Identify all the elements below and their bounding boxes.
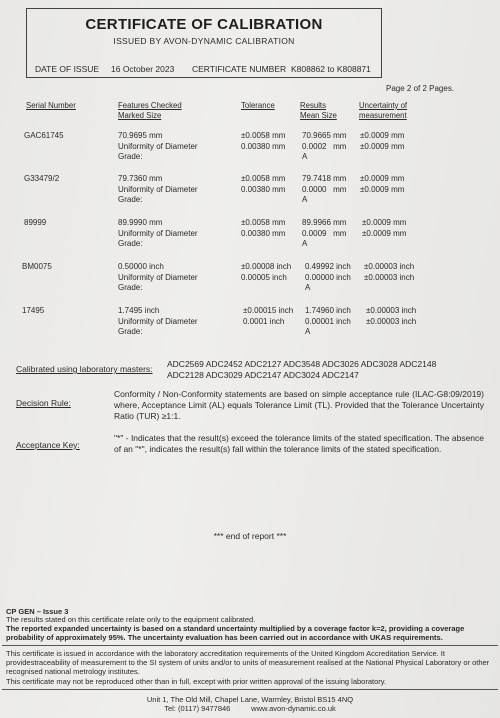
tolerance-cell: ±0.0058 mm 0.00380 mm — [241, 131, 286, 151]
results-cell: 89.9966 mm 0.0009 mm A — [302, 218, 347, 248]
uncertainty-cell: ±0.0009 mm ±0.0009 mm — [360, 174, 405, 194]
page-indicator: Page 2 of 2 Pages. — [386, 84, 455, 93]
header-tolerance: Tolerance — [241, 101, 275, 110]
serial-number-cell: G33479/2 — [24, 174, 60, 183]
certificate-number-label: CERTIFICATE NUMBER — [192, 64, 287, 74]
serial-number-cell: GAC61745 — [24, 131, 64, 140]
company-address: Unit 1, The Old Mill, Chapel Lane, Warmley, Bristol BS15 4NQ — [146, 695, 354, 704]
decision-rule-text: Conformity / Non-Conformity statements are based on simple acceptance rule (ILAC-G8:09/2019) where, Acceptance Limit (AL) equals Tolerance Limit (TL). Provided that the Tolerance Uncertainty Ratio (TUR) ≥1:1. — [114, 389, 484, 421]
uncertainty-cell: ±0.0009 mm ±0.0009 mm — [360, 131, 405, 151]
results-cell: 1.74960 inch 0.00001 inch A — [305, 306, 351, 336]
serial-number-cell: BM0075 — [22, 262, 52, 271]
footer-divider — [2, 645, 498, 646]
footer-reproduction-note: This certificate may not be reproduced other than in full, except with prior written approval of the issuing laboratory. — [6, 677, 387, 686]
date-of-issue-label: DATE OF ISSUE — [35, 64, 100, 74]
tolerance-cell: ±0.00015 inch 0.0001 inch — [243, 306, 294, 326]
features-cell: 89.9990 mm Uniformity of Diameter Grade: — [118, 218, 198, 248]
certificate-header — [26, 8, 382, 78]
decision-rule-label: Decision Rule: — [16, 398, 71, 408]
masters-label: Calibrated using laboratory masters: — [16, 364, 153, 374]
tolerance-cell: ±0.0058 mm 0.00380 mm — [241, 174, 286, 194]
date-of-issue-value: 16 October 2023 — [111, 64, 175, 74]
uncertainty-cell: ±0.0009 mm ±0.0009 mm — [362, 218, 407, 238]
certificate-number-value: K808862 to K808871 — [291, 64, 371, 74]
features-cell: 1.7495 inch Uniformity of Diameter Grade: — [118, 306, 198, 336]
serial-number-cell: 89999 — [24, 218, 47, 227]
issuer-line: ISSUED BY AVON-DYNAMIC CALIBRATION — [113, 36, 295, 46]
features-cell: 0.50000 inch Uniformity of Diameter Grade: — [118, 262, 198, 292]
footer-uncertainty-line-1: The reported expanded uncertainty is based on a standard uncertainty multiplied by a coverage factor k=2, providing a coverage — [6, 624, 465, 633]
certificate-title: CERTIFICATE OF CALIBRATION — [85, 16, 323, 33]
results-cell: 79.7418 mm 0.0000 mm A — [302, 174, 347, 204]
results-cell: 0.49992 inch 0.00000 inch A — [305, 262, 351, 292]
masters-line-2: ADC2128 ADC3029 ADC2147 ADC3024 ADC2147 — [167, 370, 359, 380]
tolerance-cell: ±0.0058 mm 0.00380 mm — [241, 218, 286, 238]
header-features-checked: Features Checked Marked Size — [118, 101, 182, 120]
footer-accreditation-text: This certificate is issued in accordance with the laboratory accreditation requirements of the United Kingdom Accreditation Service. It providestraceability of measurement to the SI system of units and/or to units of measurement realised at the National Physical Laboratory or other recognised national metrology institutes. — [6, 649, 490, 676]
results-cell: 70.9665 mm 0.0002 mm A — [302, 131, 347, 161]
features-cell: 70.9695 mm Uniformity of Diameter Grade: — [118, 131, 198, 161]
header-results: Results Mean Size — [300, 101, 337, 120]
tolerance-cell: ±0.00008 inch 0.00005 inch — [241, 262, 292, 282]
company-contact: Tel: (0117) 9477846 www.avon-dynamic.co.uk — [164, 704, 336, 713]
footer-results-note: The results stated on this certificate relate only to the equipment calibrated. — [6, 615, 256, 624]
end-of-report: *** end of report *** — [213, 531, 287, 541]
features-cell: 79.7360 mm Uniformity of Diameter Grade: — [118, 174, 198, 204]
uncertainty-cell: ±0.00003 inch ±0.00003 inch — [366, 306, 417, 326]
acceptance-key-label: Acceptance Key: — [16, 440, 80, 450]
masters-line-1: ADC2569 ADC2452 ADC2127 ADC3548 ADC3026 ADC3028 ADC2148 — [167, 359, 437, 369]
header-uncertainty: Uncertainty of measurement — [359, 101, 408, 120]
masters-list — [167, 359, 487, 381]
acceptance-key-text: "*" - Indicates that the result(s) exceed the tolerance limits of the stated specification. The absence of an "*", indicates the result(s) fall within the tolerance limits of the stated specification. — [114, 433, 484, 454]
document-code: CP GEN – Issue 3 — [6, 607, 69, 616]
uncertainty-cell: ±0.00003 inch ±0.00003 inch — [364, 262, 415, 282]
footer-divider — [2, 689, 498, 690]
footer-uncertainty-line-2: probability of approximately 95%. The uncertainty evaluation has been carried out in accordance with UKAS requirements. — [6, 633, 443, 642]
serial-number-cell: 17495 — [22, 306, 45, 315]
header-serial-number: Serial Number — [26, 101, 76, 110]
